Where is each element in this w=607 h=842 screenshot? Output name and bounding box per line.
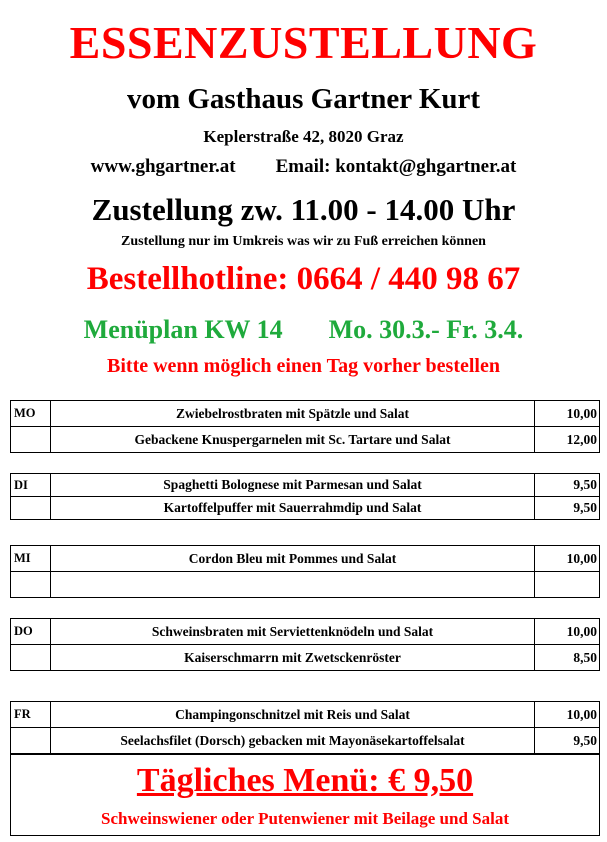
dish-name: Gebackene Knuspergarnelen mit Sc. Tartare und Salat bbox=[51, 427, 535, 453]
delivery-time: Zustellung zw. 11.00 - 14.00 Uhr bbox=[91, 192, 516, 227]
delivery-note: Zustellung nur im Umkreis was wir zu Fuß erreichen können bbox=[121, 234, 486, 249]
menu-day-table bbox=[10, 400, 600, 453]
dish-price: 9,50 bbox=[535, 497, 600, 520]
day-label-empty bbox=[11, 427, 51, 453]
dish-price: 10,00 bbox=[535, 401, 600, 427]
table-row bbox=[11, 427, 600, 453]
dish-name: Kaiserschmarrn mit Zwetsckenröster bbox=[51, 645, 535, 671]
table-row bbox=[11, 497, 600, 520]
contact-line bbox=[0, 154, 607, 180]
website-link[interactable]: www.ghgartner.at bbox=[90, 156, 236, 177]
dish-name: Schweinsbraten mit Serviettenknödeln und Salat bbox=[51, 619, 535, 645]
day-label-empty bbox=[11, 572, 51, 598]
day-label: MO bbox=[11, 401, 51, 427]
menu-day-table bbox=[10, 473, 600, 520]
dish-price: 10,00 bbox=[535, 546, 600, 572]
dish-price: 10,00 bbox=[535, 619, 600, 645]
menu-day-table bbox=[10, 701, 600, 754]
table-row bbox=[11, 474, 600, 497]
day-label: DI bbox=[11, 474, 51, 497]
dish-price: 10,00 bbox=[535, 702, 600, 728]
dish-price: 9,50 bbox=[535, 728, 600, 754]
date-range: Mo. 30.3.- Fr. 3.4. bbox=[328, 315, 524, 344]
table-row bbox=[11, 728, 600, 754]
day-label: MI bbox=[11, 546, 51, 572]
daily-menu-box bbox=[10, 754, 600, 836]
day-label-empty bbox=[11, 728, 51, 754]
table-row bbox=[11, 401, 600, 427]
menu-week: Menüplan KW 14 bbox=[83, 315, 283, 344]
dish-price: 9,50 bbox=[535, 474, 600, 497]
dish-name: Spaghetti Bolognese mit Parmesan und Salat bbox=[51, 474, 535, 497]
order-note: Bitte wenn möglich einen Tag vorher bestellen bbox=[107, 355, 500, 377]
day-label: FR bbox=[11, 702, 51, 728]
restaurant-name: vom Gasthaus Gartner Kurt bbox=[126, 83, 481, 115]
daily-menu-description: Schweinswiener oder Putenwiener mit Beilage und Salat bbox=[101, 809, 509, 828]
dish-name bbox=[51, 572, 535, 598]
order-hotline: Bestellhotline: 0664 / 440 98 67 bbox=[86, 261, 521, 297]
page-title: ESSENZUSTELLUNG bbox=[69, 17, 538, 68]
dish-price: 12,00 bbox=[535, 427, 600, 453]
table-row bbox=[11, 546, 600, 572]
day-label: DO bbox=[11, 619, 51, 645]
dish-name: Seelachsfilet (Dorsch) gebacken mit Mayonäsekartoffelsalat bbox=[51, 728, 535, 754]
dish-name: Champingonschnitzel mit Reis und Salat bbox=[51, 702, 535, 728]
table-row bbox=[11, 572, 600, 598]
menu-plan-heading bbox=[0, 312, 607, 348]
dish-name: Kartoffelpuffer mit Sauerrahmdip und Salat bbox=[51, 497, 535, 520]
email-link[interactable]: Email: kontakt@ghgartner.at bbox=[275, 156, 517, 177]
table-row bbox=[11, 645, 600, 671]
table-row bbox=[11, 619, 600, 645]
dish-price: 8,50 bbox=[535, 645, 600, 671]
daily-menu-title: Tägliches Menü: € 9,50 bbox=[136, 762, 474, 799]
menu-day-table bbox=[10, 545, 600, 598]
day-label-empty bbox=[11, 645, 51, 671]
dish-price bbox=[535, 572, 600, 598]
dish-name: Cordon Bleu mit Pommes und Salat bbox=[51, 546, 535, 572]
table-row bbox=[11, 702, 600, 728]
address: Keplerstraße 42, 8020 Graz bbox=[203, 127, 404, 146]
day-label-empty bbox=[11, 497, 51, 520]
dish-name: Zwiebelrostbraten mit Spätzle und Salat bbox=[51, 401, 535, 427]
menu-day-table bbox=[10, 618, 600, 671]
